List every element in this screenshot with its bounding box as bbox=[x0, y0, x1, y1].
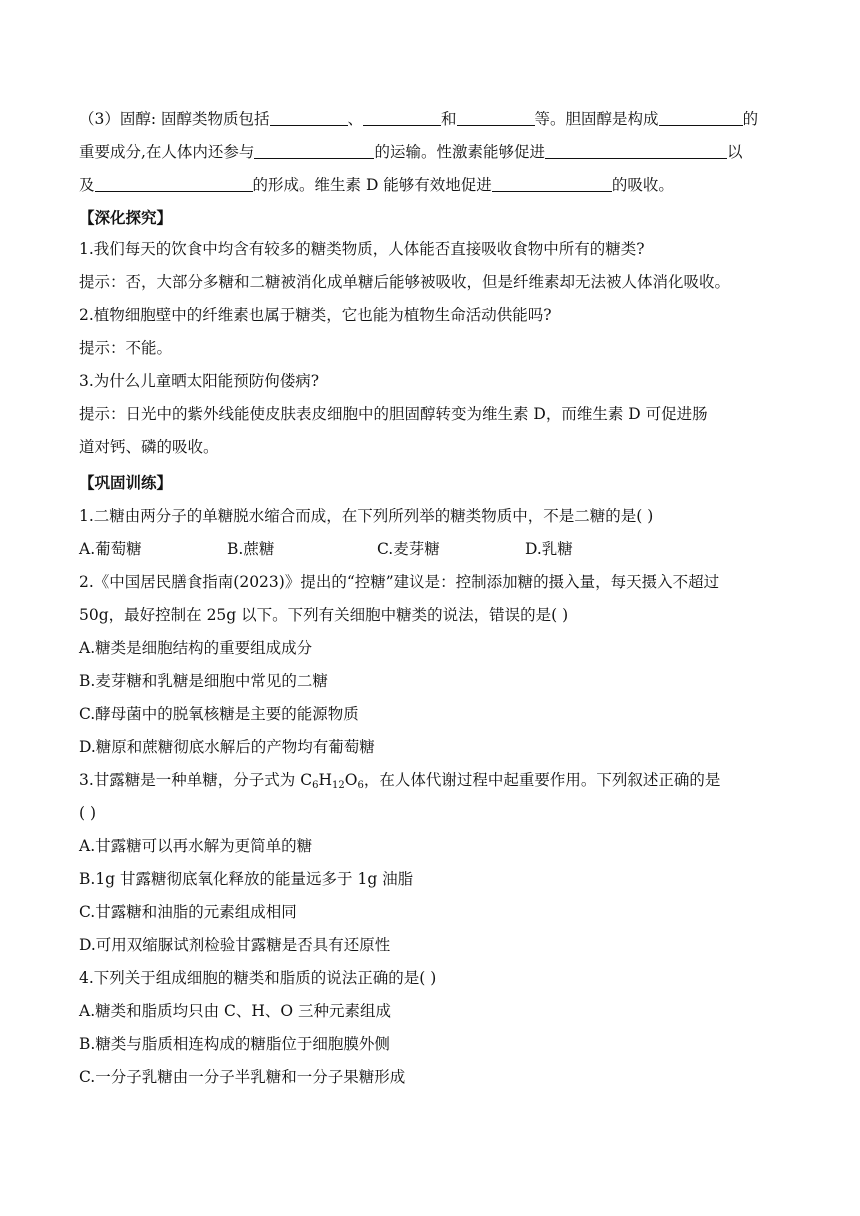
exercise-4-option-c[interactable]: C.一分子乳糖由一分子半乳糖和一分子果糖形成 bbox=[79, 1068, 406, 1086]
text-segment: 的吸收。 bbox=[611, 176, 674, 194]
exercise-4-option-a[interactable]: A.糖类和脂质均只由 C、H、O 三种元素组成 bbox=[79, 1002, 392, 1020]
subscript: 6 bbox=[312, 780, 319, 791]
fill-blank[interactable] bbox=[95, 175, 253, 192]
hint-3-line-2: 道对钙、磷的吸收。 bbox=[79, 438, 219, 456]
fill-blank[interactable] bbox=[270, 109, 348, 126]
fill-blank[interactable] bbox=[545, 142, 727, 159]
section-heading-explore: 【深化探究】 bbox=[79, 208, 173, 227]
exercise-2-option-b[interactable]: B.麦芽糖和乳糖是细胞中常见的二糖 bbox=[79, 672, 328, 690]
sterol-paragraph-line-1 bbox=[79, 108, 784, 130]
text-segment: O bbox=[344, 771, 358, 789]
exercise-1: 1.二糖由两分子的单糖脱水缩合而成，在下列所列举的糖类物质中，不是二糖的是( ) bbox=[79, 507, 654, 525]
exercise-3-option-d[interactable]: D.可用双缩脲试剂检验甘露糖是否具有还原性 bbox=[79, 936, 391, 954]
question-3: 3.为什么儿童晒太阳能预防佝偻病? bbox=[79, 372, 320, 390]
fill-blank[interactable] bbox=[254, 142, 374, 159]
text-segment: （3）固醇: 固醇类物质包括 bbox=[79, 110, 270, 128]
text-segment: 的 bbox=[742, 110, 759, 128]
fill-blank[interactable] bbox=[659, 109, 743, 126]
exercise-2-option-d[interactable]: D.糖原和蔗糖彻底水解后的产物均有葡萄糖 bbox=[79, 738, 375, 756]
text-segment: 的运输。性激素能够促进 bbox=[374, 143, 545, 161]
subscript: 12 bbox=[331, 780, 345, 791]
option-a[interactable]: A.葡萄糖 bbox=[79, 540, 142, 558]
question-1: 1.我们每天的饮食中均含有较多的糖类物质，人体能否直接吸收食物中所有的糖类? bbox=[79, 240, 645, 258]
option-d[interactable]: D.乳糖 bbox=[525, 540, 573, 558]
text-segment: 以 bbox=[726, 143, 743, 161]
text-segment: ，在人体代谢过程中起重要作用。下列叙述正确的是 bbox=[363, 771, 721, 789]
exercise-3-option-a[interactable]: A.甘露糖可以再水解为更简单的糖 bbox=[79, 837, 313, 855]
exercise-3-line-2: ( ) bbox=[79, 804, 97, 822]
text-segment: 等。胆固醇是构成 bbox=[534, 110, 659, 128]
sterol-paragraph-line-3 bbox=[79, 174, 784, 196]
section-heading-training: 【巩固训练】 bbox=[79, 473, 173, 492]
exercise-2-line-1: 2.《中国居民膳食指南(2023)》提出的“控糖”建议是：控制添加糖的摄入量，每天摄入不超过 bbox=[79, 573, 720, 591]
text-segment: 重要成分,在人体内还参与 bbox=[79, 143, 255, 161]
text-segment: 和 bbox=[441, 110, 457, 128]
exercise-3-option-b[interactable]: B.1g 甘露糖彻底氧化释放的能量远多于 1g 油脂 bbox=[79, 870, 414, 888]
fill-blank[interactable] bbox=[492, 175, 612, 192]
exercise-2-option-c[interactable]: C.酵母菌中的脱氧核糖是主要的能源物质 bbox=[79, 705, 359, 723]
exercise-4: 4.下列关于组成细胞的糖类和脂质的说法正确的是( ) bbox=[79, 969, 437, 987]
text-segment: 、 bbox=[347, 110, 364, 128]
exercise-2-option-a[interactable]: A.糖类是细胞结构的重要组成成分 bbox=[79, 639, 313, 657]
exercise-3-option-c[interactable]: C.甘露糖和油脂的元素组成相同 bbox=[79, 903, 297, 921]
hint-1: 提示：否，大部分多糖和二糖被消化成单糖后能够被吸收，但是纤维素却无法被人体消化吸收。 bbox=[79, 273, 731, 291]
exercise-3-line-1 bbox=[79, 769, 784, 791]
subscript: 6 bbox=[357, 780, 364, 791]
fill-blank[interactable] bbox=[363, 109, 441, 126]
option-b[interactable]: B.蔗糖 bbox=[227, 540, 275, 558]
option-c[interactable]: C.麦芽糖 bbox=[377, 540, 440, 558]
exercise-1-options bbox=[79, 538, 784, 560]
question-2: 2.植物细胞壁中的纤维素也属于糖类，它也能为植物生命活动供能吗? bbox=[79, 306, 552, 324]
exercise-4-option-b[interactable]: B.糖类与脂质相连构成的糖脂位于细胞膜外侧 bbox=[79, 1035, 390, 1053]
fill-blank[interactable] bbox=[457, 109, 535, 126]
text-segment: 的形成。维生素 D 能够有效地促进 bbox=[252, 176, 492, 194]
sterol-paragraph-line-2 bbox=[79, 141, 784, 163]
exercise-2-line-2: 50g，最好控制在 25g 以下。下列有关细胞中糖类的说法，错误的是( ) bbox=[79, 606, 569, 624]
document-page bbox=[79, 108, 784, 1099]
text-segment: 3.甘露糖是一种单糖，分子式为 C bbox=[79, 771, 313, 789]
hint-3-line-1: 提示：日光中的紫外线能使皮肤表皮细胞中的胆固醇转变为维生素 D，而维生素 D 可促进肠 bbox=[79, 405, 708, 423]
hint-2: 提示：不能。 bbox=[79, 339, 173, 357]
text-segment: H bbox=[318, 771, 332, 789]
text-segment: 及 bbox=[79, 176, 95, 194]
